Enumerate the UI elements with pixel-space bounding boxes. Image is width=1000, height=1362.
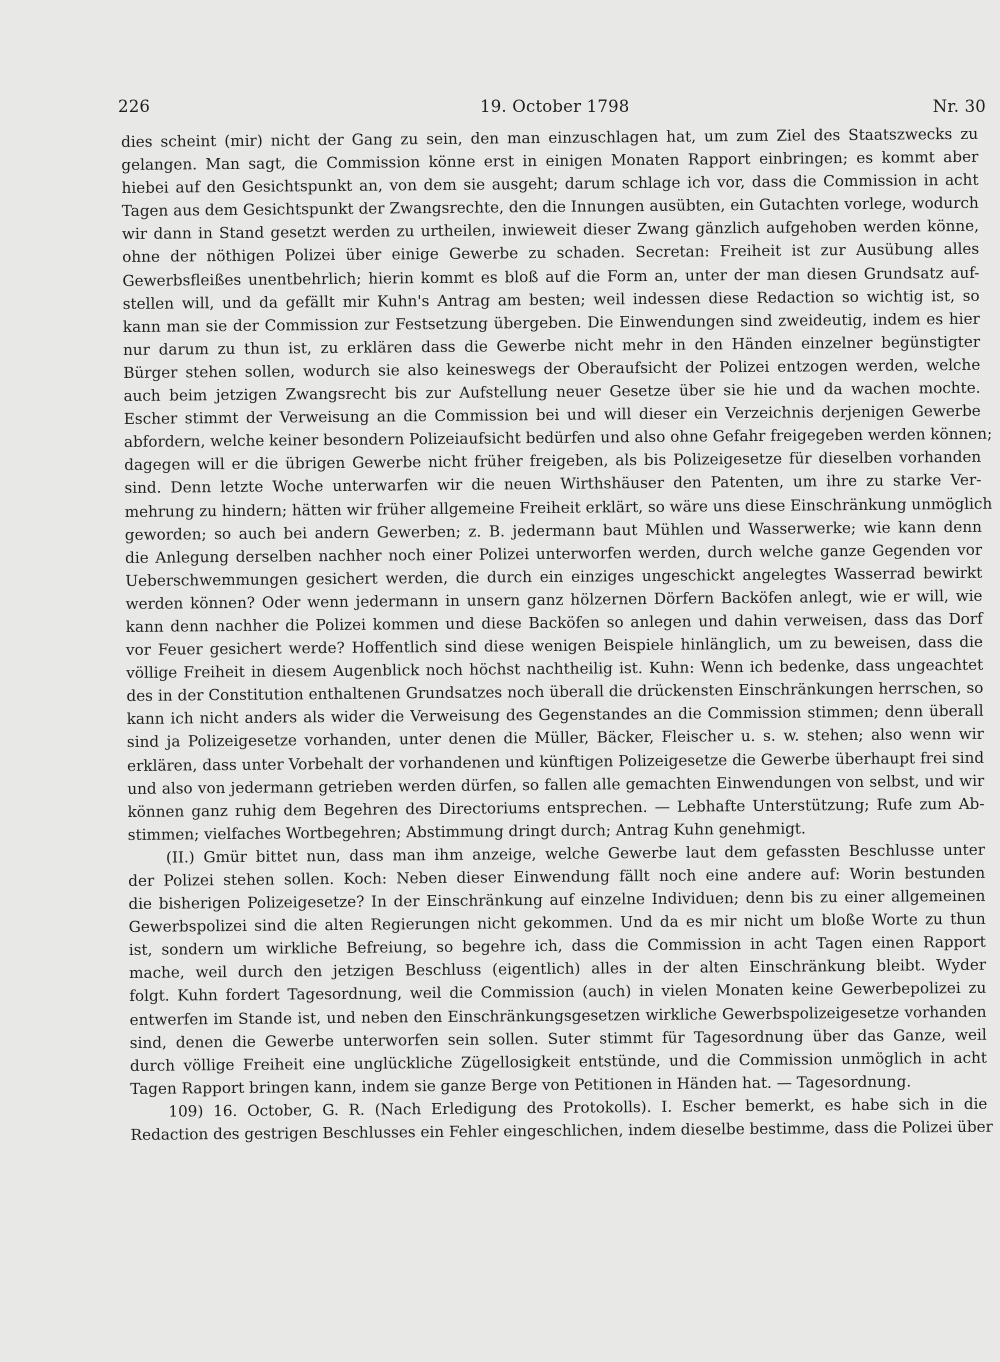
text-line: dagegen will er die übrigen Gewerbe nicht früher freigeben, als bis Polizeigesetze für dieselben vorhanden: [124, 448, 982, 475]
text-line: ist, sondern um wirkliche Befreiung, so begehre ich, dass die Commission in acht Tagen einen Rapport: [128, 933, 986, 960]
text-line: 109) 16. October, G. R. (Nach Erledigung des Protokolls). I. Escher bemerkt, es habe sich in die: [168, 1094, 988, 1121]
text-line: mehrung zu hindern; hätten wir früher allgemeine Freiheit erklärt, so wäre uns diese Einschränkung unmöglich: [124, 494, 993, 521]
text-line: und also von jedermann getrieben werden dürfen, so fallen alle gemachten Einwendungen von selbst, und wir: [127, 771, 985, 798]
text-line: Ueberschwemmungen gesichert werden, die durch ein einziges ungeschickt angelegtes Wasserrad bewirkt: [125, 563, 983, 590]
text-line: sind, denen die Gewerbe unterworfen sein sollen. Suter stimmt für Tagesordnung über das Ganze, weil: [129, 1025, 987, 1052]
text-line: mache, weil durch den jetzigen Beschluss (eigentlich) alles in der alten Einschränkung bleibt. Wyder: [128, 956, 987, 983]
text-line: können ganz ruhig dem Begehren des Directoriums entsprechen. — Lebhafte Unterstützung; Rufe zum Ab-: [127, 794, 985, 821]
text-line: sind. Denn letzte Woche unterwarfen wir die neuen Wirthshäuser den Patenten, um ihre zu starke Ver-: [124, 471, 982, 498]
text-line: folgt. Kuhn fordert Tagesordnung, weil die Commission (auch) in vielen Monaten keine Gewerbepolizei zu: [129, 979, 987, 1006]
text-line: des in der Constitution enthaltenen Grundsatzes noch überall die drückensten Einschränkungen herrschen, so: [126, 678, 984, 706]
text-line: kann ich nicht anders als wider die Verweisung des Gegenstandes an die Commission stimmen; denn überall: [126, 702, 984, 729]
text-line: Gewerbsfleißes unentbehrlich; hierin kommt es bloß auf die Form an, unter der man diesen Grundsatz auf-: [122, 263, 980, 290]
text-line: abfordern, welche keiner besondern Polizeiaufsicht bedürfen und also ohne Gefahr freigegeben werden können;: [123, 424, 993, 452]
text-line: vor Feuer gesichert werde? Hoffentlich sind diese wenigen Beispiele hinlänglich, um zu beweisen, dass die: [125, 632, 984, 660]
text-line: werden können? Oder wenn jedermann in unsern ganz hölzernen Dörfern Backöfen anlegt, wie er will, wie: [125, 586, 983, 613]
text-line: durch völlige Freiheit eine unglückliche Zügellosigkeit entstünde, und die Commission unmöglich in acht: [129, 1048, 988, 1075]
text-line: auch beim jetzigen Zwangsrecht bis zur Aufstellung neuer Gesetze über sie hie und da wachen mochte.: [123, 378, 981, 406]
text-line: kann denn nachher die Polizei kommen und diese Backöfen so anlegen und dahin verweisen, dass das Dorf: [125, 609, 983, 636]
text-line: Tagen Rapport bringen kann, indem sie ganze Berge von Petitionen in Händen hat. — Tagesordnung.: [130, 1072, 912, 1098]
text-line: dies scheint (mir) nicht der Gang zu sein, den man einzuschlagen hat, um zum Ziel des Staatszwecks zu: [121, 124, 979, 151]
text-line: (II.) Gmür bittet nun, dass man ihm anzeige, welche Gewerbe laut dem gefassten Beschlusse unter: [165, 840, 986, 867]
text-line: erklären, dass unter Vorbehalt der vorhandenen und künftigen Polizeigesetze die Gewerbe überhaupt frei sind: [127, 748, 985, 775]
text-line: kann man sie der Commission zur Festsetzung übergeben. Die Einwendungen sind zweideutig, indem es hier: [122, 309, 980, 336]
text-line: die bisherigen Polizeigesetze? In der Einschränkung auf einzelne Individuen; denn bis zu einer allgemeinen: [128, 886, 986, 914]
document-number: Nr. 30: [932, 97, 986, 116]
header-date: 19. October 1798: [480, 97, 630, 116]
text-line: geworden; so auch bei andern Gewerben; z. B. jedermann baut Mühlen und Wasserwerke; wie kann denn: [124, 517, 982, 544]
running-header: [118, 97, 986, 125]
body-text: [121, 123, 993, 1147]
text-line: nur darum zu thun ist, zu erklären dass die Gewerbe nicht mehr in den Händen einzelner begünstigter: [123, 332, 981, 359]
text-line: Redaction des gestrigen Beschlusses ein Fehler eingeschlichen, indem dieselbe bestimme, dass die Polizei über: [130, 1117, 993, 1144]
text-line: gelangen. Man sagt, die Commission könne erst in einigen Monaten Rapport einbringen; es kommt aber: [121, 147, 979, 175]
text-line: sind ja Polizeigesetze vorhanden, unter denen die Müller, Bäcker, Fleischer u. s. w. stehen; also wenn wir: [126, 725, 984, 752]
text-line: Gewerbspolizei sind die alten Regierungen nicht gekommen. Und da es mir nicht um bloße Worte zu thun: [128, 909, 986, 937]
page-number: 226: [118, 97, 151, 116]
text-line: die Anlegung derselben nachher noch einer Polizei unterworfen werden, durch welche ganze Gegenden vor: [125, 540, 983, 567]
text-line: wir dann in Stand gesetzt werden zu urtheilen, inwieweit dieser Zwang gänzlich aufgehoben werden könne,: [121, 217, 980, 244]
text-line: der Polizei stehen sollen. Koch: Neben dieser Einwendung fällt noch eine andere auf: Worin bestunden: [128, 863, 986, 890]
text-line: stimmen; vielfaches Wortbegehren; Abstimmung dringt durch; Antrag Kuhn genehmigt.: [127, 819, 806, 844]
text-line: stellen will, und da gefällt mir Kuhn's Antrag am besten; weil indessen diese Redaction so wichtig ist, so: [122, 286, 980, 313]
text-line: Escher stimmt der Verweisung an die Commission bei und will dieser ein Verzeichnis derjenigen Gewerbe: [123, 401, 981, 429]
text-line: ohne der nöthigen Polizei über einige Gewerbe zu schaden. Secretan: Freiheit ist zur Ausübung alles: [122, 240, 980, 267]
text-line: hiebei auf den Gesichtspunkt an, von dem sie ausgeht; darum schlage ich vor, dass die Commission in acht: [121, 170, 979, 198]
text-line: völlige Freiheit in diesem Augenblick noch höchst nachtheilig ist. Kuhn: Wenn ich bedenke, dass ungeachtet: [126, 655, 984, 683]
text-line: Tagen aus dem Gesichtspunkt der Zwangsrechte, den die Innungen ausübten, ein Gutachten vorlege, wodurch: [121, 194, 979, 221]
text-line: entwerfen im Stande ist, und neben den Einschränkungsgesetzen wirkliche Gewerbspolizeigesetze vorhanden: [129, 1002, 987, 1029]
text-line: Bürger stehen sollen, wodurch sie also keineswegs der Oberaufsicht der Polizei entzogen werden, welche: [123, 355, 981, 382]
